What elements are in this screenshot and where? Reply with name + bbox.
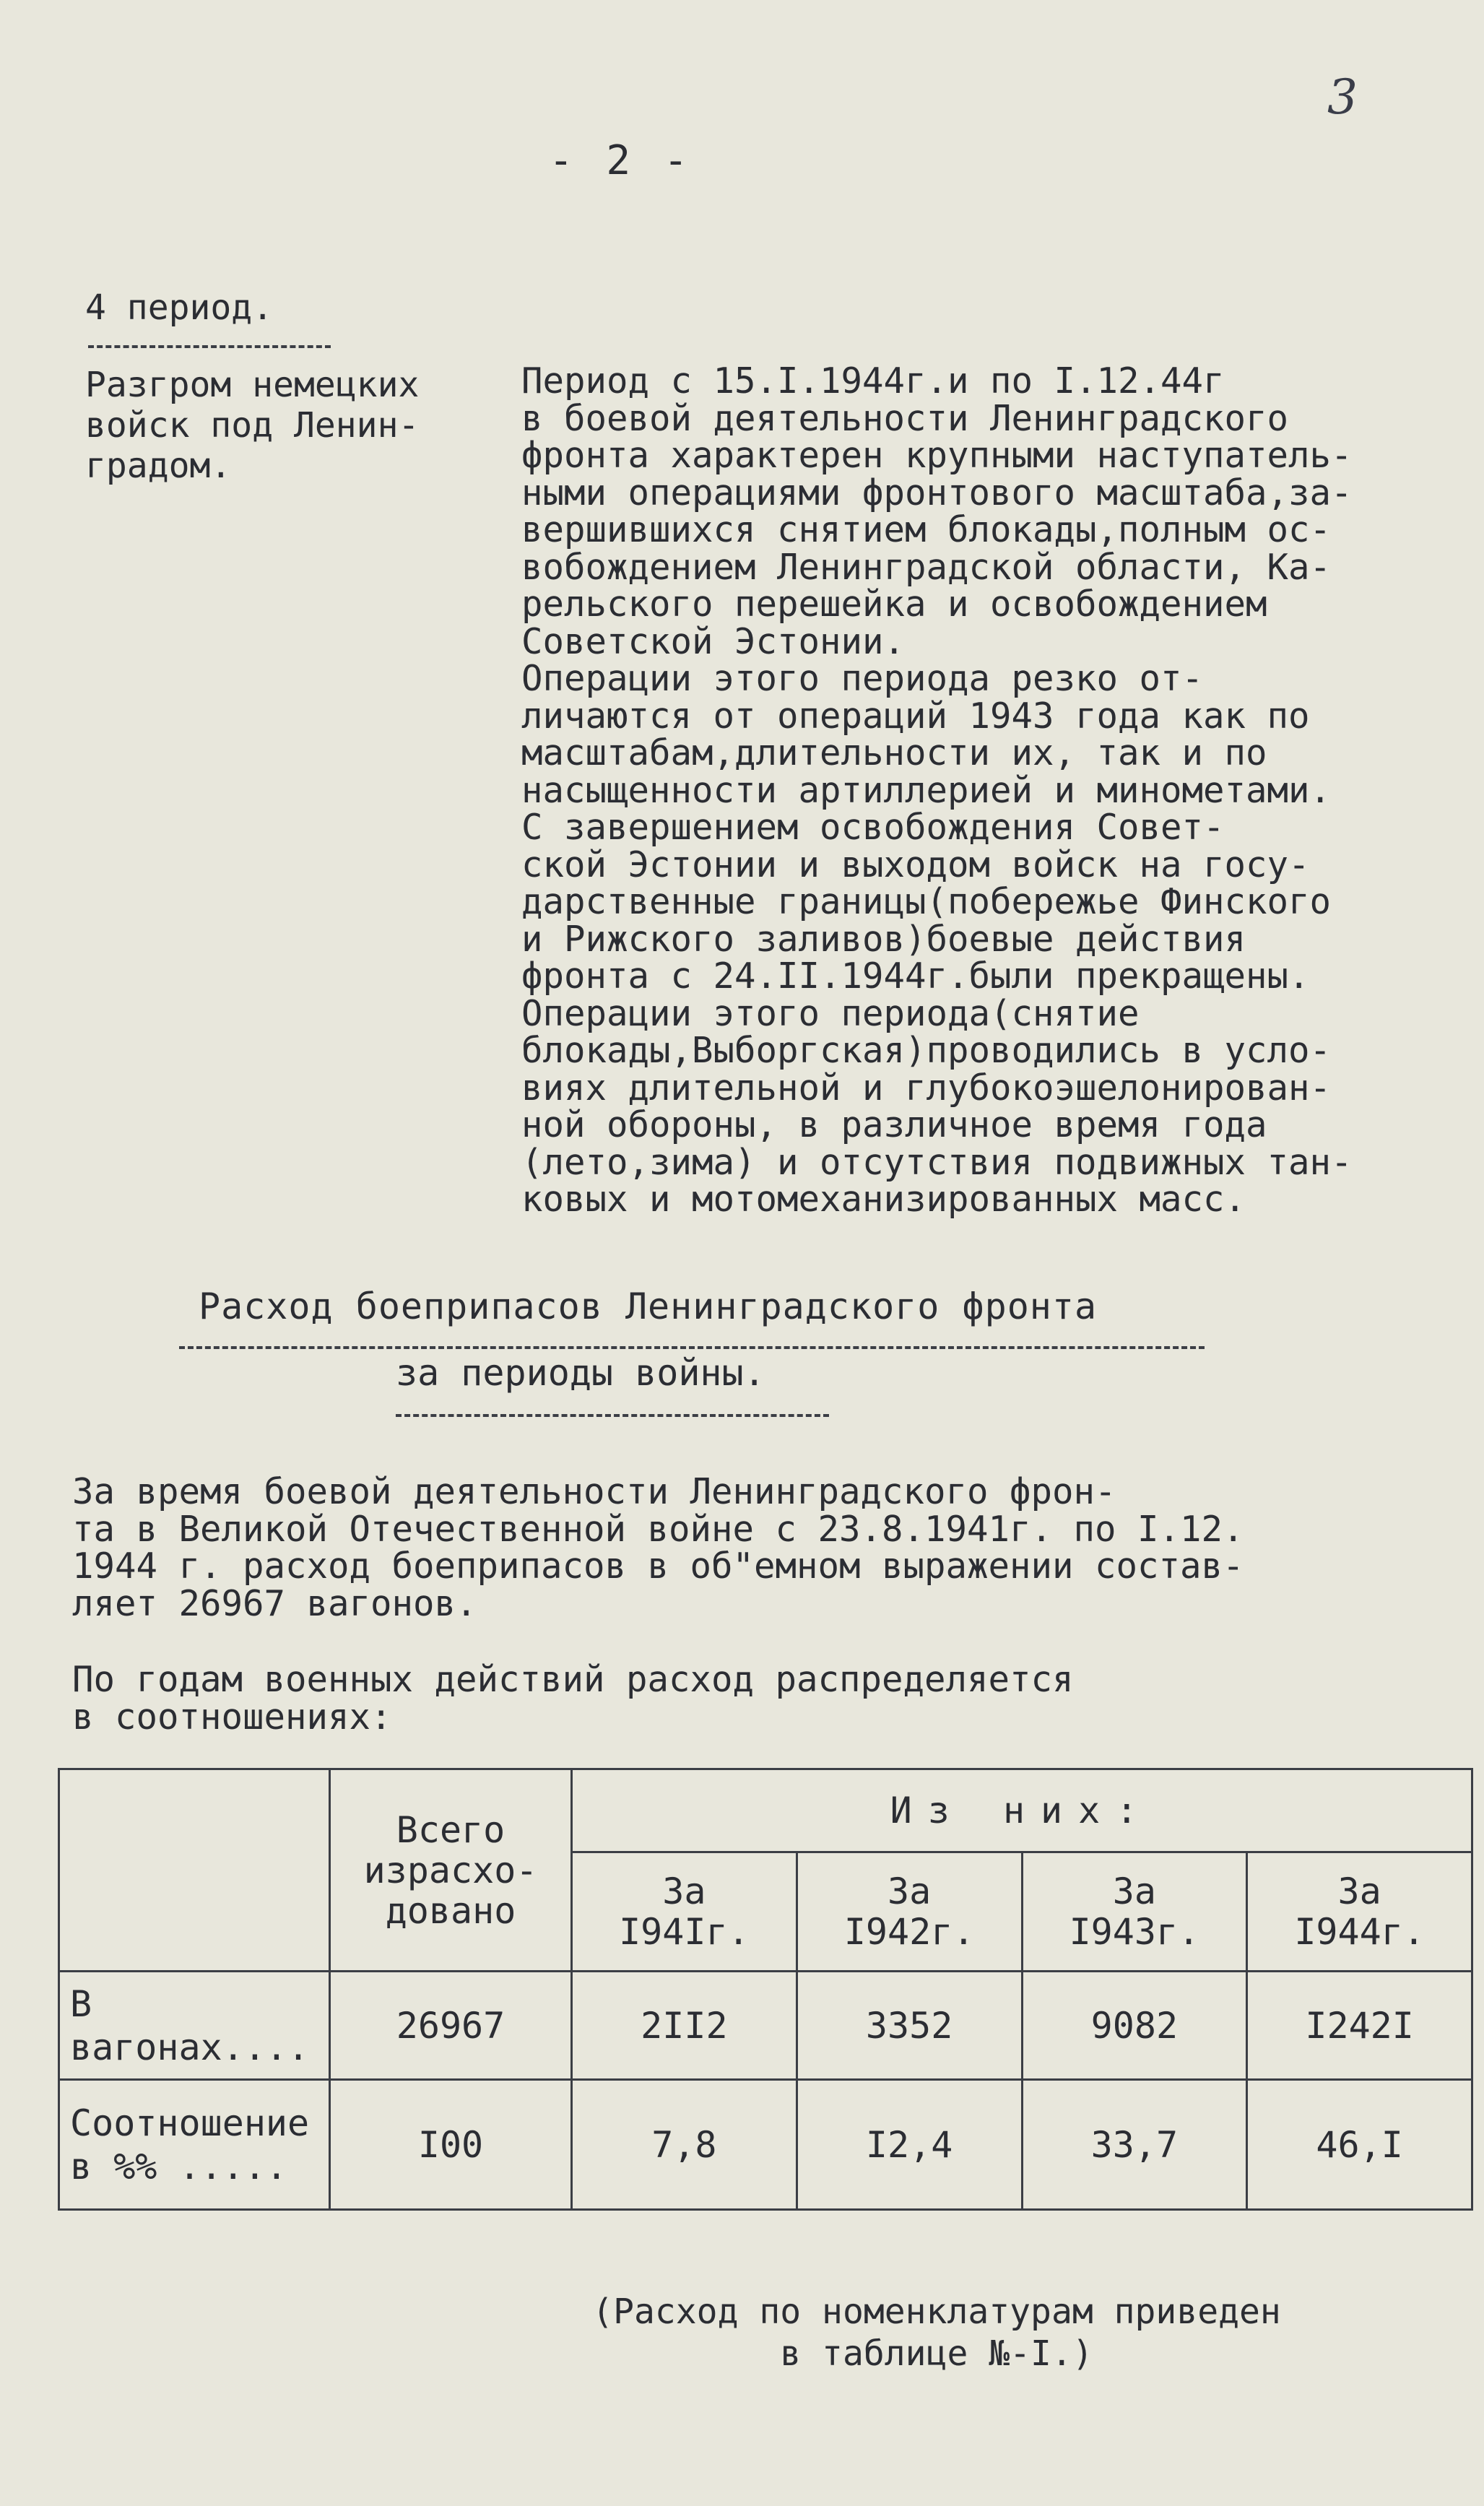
table-row [59,1972,1472,2080]
archive-folio-number: 3 [1327,69,1358,125]
table-row [59,2080,1472,2210]
body-paragraph: Операции этого периода резко от- личаются от операций 1943 года как по масштабам,длительности их, так и по насыщенности артиллерией и минометами. [521,658,1332,811]
row-value: 33,7 [1022,2080,1247,2210]
body-paragraph: Период с 15.I.1944г.и по I.12.44г в боевой деятельности Ленинградского фронта характерен крупными наступатель- ными операциями фронтового масштаба,за- вершившихся снятием блокады,полным ос- вобождением Ленинградской области, Ка- рельского перешейка и освобождением Советской Эстонии. [521,360,1353,662]
row-value: 9082 [1022,1972,1247,2080]
row-value: 3352 [797,1972,1022,2080]
row-value: 46,I [1247,2080,1472,2210]
year-header: За I944г. [1247,1852,1472,1972]
header-group: Из них: [572,1769,1472,1852]
row-total: 26967 [330,1972,572,2080]
table-corner-cell [59,1769,330,1972]
yearly-distribution-paragraph: По годам военных действий расход распределяется в соотношениях: [72,1659,1074,1738]
section-title: Расход боеприпасов Ленинградского фронта [199,1285,1098,1327]
section-title-underline [179,1346,1205,1349]
nomenclature-note: (Расход по номенклатурам приведен в таблице №-I.) [592,2292,1281,2374]
year-header: За I94Iг. [572,1852,797,1972]
period-description [521,360,1475,1220]
row-total: I00 [330,2080,572,2210]
row-label: Соотношение в %% ..... [59,2080,330,2210]
side-heading: Разгром немецких войск под Ленин- градом. [85,365,420,486]
page-number: - 2 - [549,137,693,184]
ammunition-consumption-table [58,1768,1473,2211]
section-subtitle-underline [396,1414,829,1417]
section-subtitle: за периоды войны. [396,1352,765,1394]
year-header: За I943г. [1022,1852,1247,1972]
period-heading: 4 период. [85,287,274,328]
row-label: В вагонах.... [59,1972,330,2080]
year-header: За I942г. [797,1852,1022,1972]
table-header-row [59,1769,1472,1852]
row-value: 2II2 [572,1972,797,2080]
body-paragraph: Операции этого периода(снятие блокады,Выборгская)проводились в усло- виях длительной и глубокоэшелонирован- ной обороны, в различное время года (лето,зима) и отсутствия подвижных тан- ковых и мотомеханизированных масс. [521,992,1353,1220]
header-total: Всего израсхо- довано [330,1769,572,1972]
row-value: 7,8 [572,2080,797,2210]
body-paragraph: С завершением освобождения Совет- ской Эстонии и выходом войск на госу- дарственные границы(побережье Финского и Рижского заливов)боевые действия фронта с 24.II.1944г.были прекращены. [521,807,1332,997]
total-consumption-paragraph: За время боевой деятельности Ленинградского фрон- та в Великой Отечественной войне с 23.8.1941г. по I.12. 1944 г. расход боеприпасов в об"емном выражении состав- ляет 26967 вагонов. [72,1471,1244,1624]
row-value: I2,4 [797,2080,1022,2210]
row-value: I242I [1247,1972,1472,2080]
period-heading-underline [88,345,331,348]
